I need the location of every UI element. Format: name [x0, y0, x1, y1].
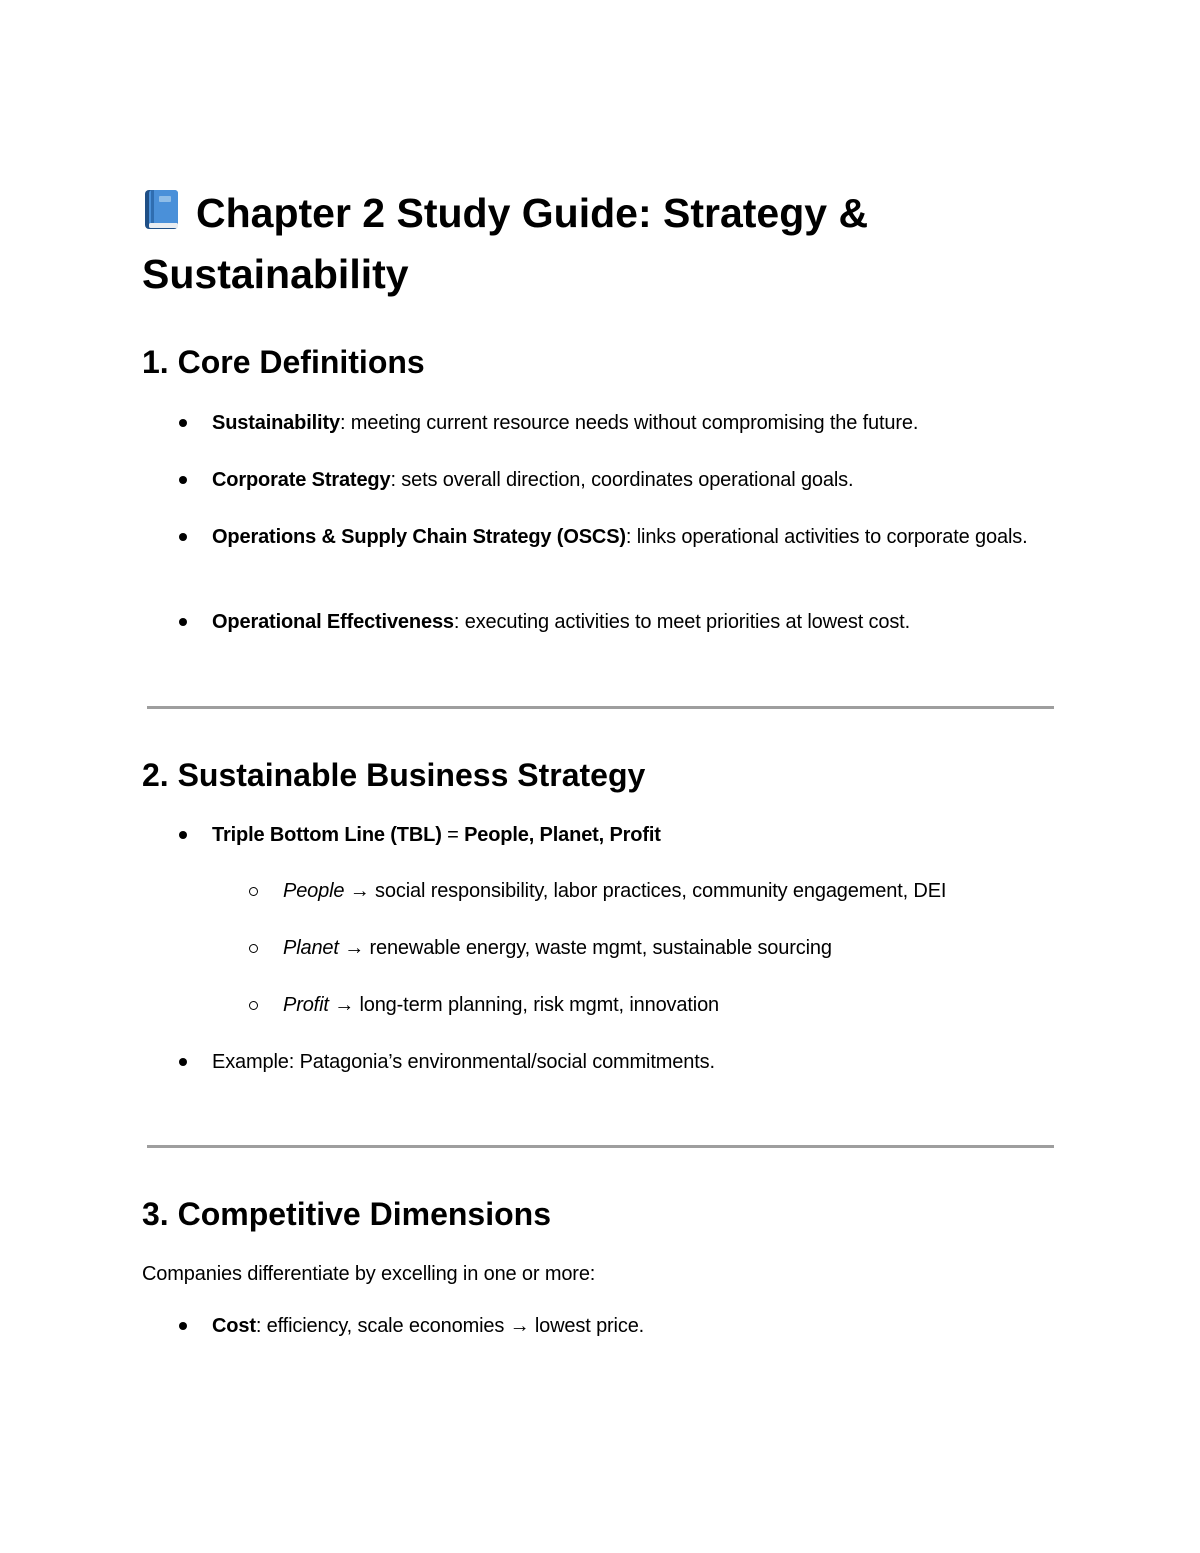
list-item	[212, 1048, 1057, 1077]
sub-list-item	[283, 991, 1063, 1020]
description: → long-term planning, risk mgmt, innovation	[328, 994, 720, 1016]
tbl-value: People, Planet, Profit	[464, 824, 661, 846]
bullet-icon	[179, 476, 187, 484]
bullet-icon	[179, 533, 187, 541]
list-item	[212, 608, 1057, 637]
term: Operations & Supply Chain Strategy (OSCS)	[212, 526, 626, 548]
list-item	[212, 409, 1057, 438]
blue-book-icon	[142, 187, 182, 231]
description: → renewable energy, waste mgmt, sustainable sourcing	[338, 937, 832, 959]
bullet-icon	[179, 1058, 187, 1066]
term: Profit	[283, 994, 329, 1016]
bullet-icon	[179, 618, 187, 626]
term: Operational Effectiveness	[212, 611, 454, 633]
horizontal-divider	[147, 1145, 1054, 1148]
definition: : efficiency, scale economies → lowest price.	[255, 1315, 645, 1337]
horizontal-divider	[147, 706, 1054, 709]
term: Triple Bottom Line (TBL)	[212, 824, 442, 846]
definition: : links operational activities to corporate goals.	[625, 526, 1028, 548]
page-title	[142, 183, 1042, 305]
term: Cost	[212, 1315, 256, 1337]
term: Sustainability	[212, 412, 340, 434]
hollow-bullet-icon	[249, 1001, 258, 1010]
definition: : executing activities to meet priorities at lowest cost.	[453, 611, 910, 633]
list-item	[212, 523, 1057, 552]
section-heading-core-definitions: 1. Core Definitions	[142, 344, 425, 380]
page-title-text: Chapter 2 Study Guide: Strategy & Sustainability	[142, 190, 869, 297]
section-heading-sustainable-business-strategy: 2. Sustainable Business Strategy	[142, 757, 646, 793]
list-item	[212, 466, 1057, 495]
definition: : meeting current resource needs without compromising the future.	[339, 412, 919, 434]
list-item	[212, 821, 1057, 850]
bullet-icon	[179, 419, 187, 427]
definition: : sets overall direction, coordinates operational goals.	[390, 469, 854, 491]
sub-list-item	[283, 934, 1063, 963]
bullet-icon	[179, 1322, 187, 1330]
hollow-bullet-icon	[249, 887, 258, 896]
equals: =	[441, 824, 465, 846]
intro-paragraph: Companies differentiate by excelling in one or more:	[142, 1263, 596, 1285]
section-heading-competitive-dimensions: 3. Competitive Dimensions	[142, 1196, 551, 1232]
hollow-bullet-icon	[249, 944, 258, 953]
description: → social responsibility, labor practices, community engagement, DEI	[344, 880, 947, 902]
example-text: Example: Patagonia’s environmental/social commitments.	[212, 1051, 715, 1073]
list-item	[212, 1312, 1057, 1341]
term: Planet	[283, 937, 339, 959]
sub-list-item	[283, 877, 1063, 906]
term: Corporate Strategy	[212, 469, 391, 491]
bullet-icon	[179, 831, 187, 839]
term: People	[283, 880, 345, 902]
